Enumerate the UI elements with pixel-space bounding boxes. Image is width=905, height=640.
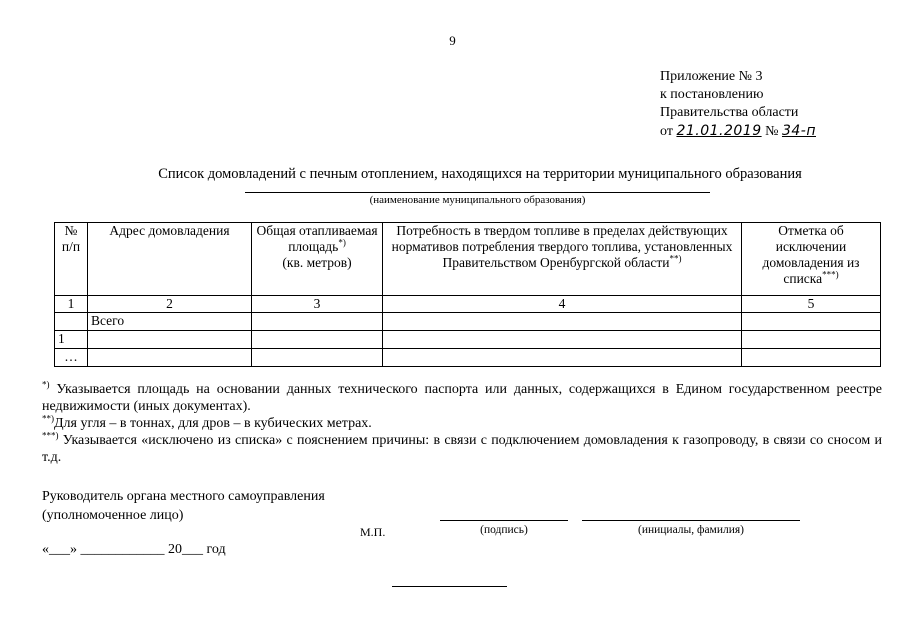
handwritten-number: 34-п: [781, 123, 816, 139]
area-footnote-mark: *): [338, 237, 346, 248]
table-cell: 4: [383, 296, 742, 313]
total-row: [55, 313, 881, 331]
header-fuel-need: Потребность в твердом топливе в пределах действующих нормативов потребления твердого топлива, установленных Правительством Оренбургской области**): [383, 223, 742, 296]
footnote-3: ***) Указывается «исключено из списка» с пояснением причины: в связи с подключением домовладения к газопроводу, в связи со сносом и т.д.: [42, 430, 882, 465]
table-cell: [742, 313, 881, 331]
from-label: от: [660, 124, 673, 139]
footnote-1: *) Указывается площадь на основании данных технического паспорта или данных, содержащихся в Едином государственном реестре недвижимости (иных документах).: [42, 379, 882, 414]
exclusion-footnote-mark: ***): [822, 269, 839, 280]
footnote-2: **)Для угля – в тоннах, для дров – в кубических метрах.: [42, 413, 372, 431]
table-cell: [742, 349, 881, 367]
table-cell: [252, 331, 383, 349]
initials-line: [582, 520, 800, 521]
table-cell: [742, 331, 881, 349]
numbering-row: [55, 296, 881, 313]
title-underline: [245, 192, 710, 193]
document-title: Список домовладений с печным отоплением, находящихся на территории муниципального образования: [158, 166, 802, 182]
title-hint: (наименование муниципального образования): [369, 194, 586, 206]
row-number: 1: [55, 331, 88, 349]
seal-label: М.П.: [360, 525, 386, 539]
handwritten-date: 21.01.2019: [676, 123, 762, 139]
header-number: № п/п: [55, 223, 88, 296]
table-cell: 3: [252, 296, 383, 313]
table-cell: 2: [88, 296, 252, 313]
appendix-line-2: к постановлению: [660, 87, 764, 102]
signature-label: (подпись): [480, 524, 528, 536]
number-label: №: [765, 124, 779, 139]
date-field: «___» ____________ 20___ год: [42, 542, 226, 557]
table-row: [55, 349, 881, 367]
table-cell: 1: [55, 296, 88, 313]
table-cell: [383, 349, 742, 367]
table-cell: [55, 313, 88, 331]
appendix-block: [660, 68, 816, 141]
footnotes: [42, 381, 882, 466]
table-cell: [383, 331, 742, 349]
table-header-row: [55, 223, 881, 296]
closing-rule: [392, 586, 507, 587]
page-number: 9: [449, 33, 456, 48]
total-label: Всего: [88, 313, 252, 331]
signature-line: [440, 520, 568, 521]
table-cell: [383, 313, 742, 331]
head-title: Руководитель органа местного самоуправления: [42, 489, 325, 504]
appendix-date-line: [660, 122, 816, 141]
households-table: [54, 222, 881, 367]
header-exclusion: Отметка об исключении домовладения из списка***): [742, 223, 881, 296]
table-cell: [252, 313, 383, 331]
row-ellipsis: …: [55, 349, 88, 367]
area-unit: (кв. метров): [282, 255, 352, 270]
table-cell: [252, 349, 383, 367]
header-address: Адрес домовладения: [88, 223, 252, 296]
initials-label: (инициалы, фамилия): [637, 524, 745, 536]
table-row: [55, 331, 881, 349]
fuel-footnote-mark: **): [669, 253, 682, 264]
table-cell: [88, 349, 252, 367]
table-cell: 5: [742, 296, 881, 313]
appendix-title: Приложение № 3: [660, 69, 763, 84]
appendix-line-3: Правительства области: [660, 105, 799, 120]
table-cell: [88, 331, 252, 349]
header-area: Общая отапливаемая площадь*) (кв. метров): [252, 223, 383, 296]
head-subtitle: (уполномоченное лицо): [42, 508, 184, 523]
